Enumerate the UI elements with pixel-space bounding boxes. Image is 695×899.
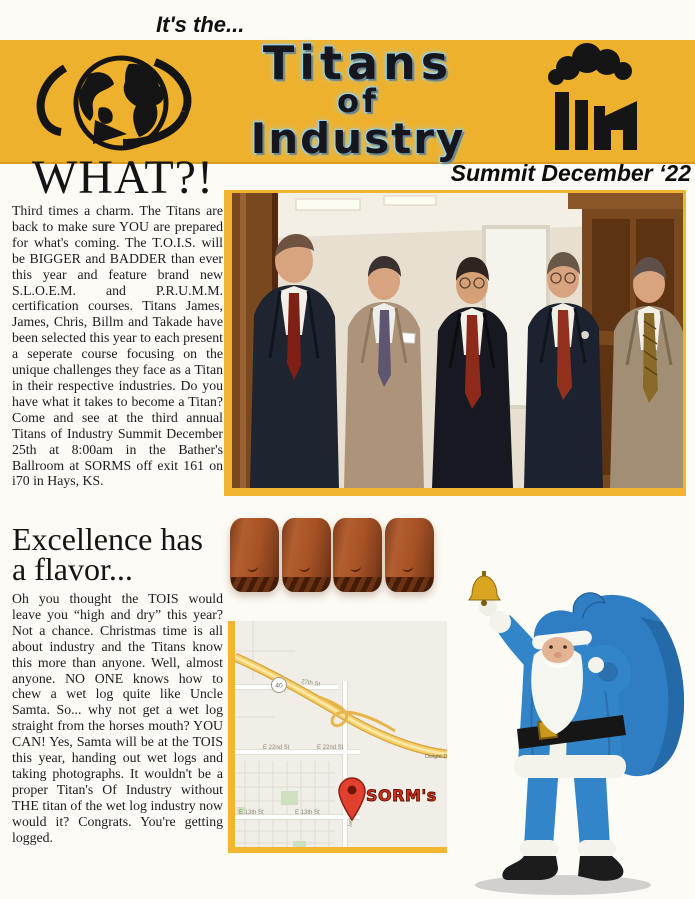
street-label-13th-b: E 13th St xyxy=(295,810,320,816)
kicker-text: It's the... xyxy=(156,12,245,37)
flavor-heading-line2: a flavor... xyxy=(12,551,133,587)
titans-of-industry-logo xyxy=(213,36,503,163)
flavor-article-body: Oh you thought the TOIS would leave you “high and dry” this year? Not a chance. Christmas time is all about industry and the Titans know this more than anyone. Well, almost anyone. NO ONE knows how to chew a wet log quite like Uncle Samta. So... why not get a wet log straight from the horses mouth? YOU CAN! Yes, Samta will be at the TOIS this year, handing out wet logs and taking photographs. It wouldn't be a proper Titan's Of Industry without THE titan of the wet log industry now would it? Congrats. You're getting logged. xyxy=(12,591,223,845)
wet-log-image-3 xyxy=(333,518,382,592)
flavor-heading-line1: Excellence has xyxy=(12,521,203,557)
factory-smoke-icon xyxy=(538,42,643,159)
logo-line-2: of xyxy=(337,82,379,120)
street-label-13th-a: E 13th St xyxy=(239,810,264,816)
gold-bell-icon xyxy=(469,571,500,606)
blue-santa-image xyxy=(438,537,690,897)
masthead-banner xyxy=(0,36,695,164)
globe-orbit-icon xyxy=(33,46,198,166)
flavor-heading xyxy=(12,521,232,587)
street-label-dwight: Dwight D xyxy=(425,754,447,760)
route-shield-label: 40 xyxy=(275,682,283,690)
group-photo xyxy=(224,190,686,496)
sorms-marker-label: SORM's xyxy=(366,786,437,805)
wet-log-image-1 xyxy=(230,518,279,592)
street-label-22nd-a: E 22nd St xyxy=(263,745,290,751)
what-article-body: Third times a charm. The Titans are back to make sure YOU are prepared for what's coming. The T.O.I.S. will be BIGGER and BADDER than ever this year and feature brand new S.L.O.E.M. and P.R.U.M.M. certification courses. Titans James, James, Chris, Billm and Takade have been selected this year to each present a seperate course focusing on the unique challenges they face as a Titan in their respective industries. Do you have what it takes to become a Titan? Come and see at the third annual Titans of Industry Summit December 25th at 8:00am in the Bather's Ballroom at SORMS off exit 161 on i70 in Hays, KS. xyxy=(12,203,223,489)
wet-log-image-4 xyxy=(385,518,434,592)
wet-log-image-2 xyxy=(282,518,331,592)
logo-line-3: Industry xyxy=(250,114,466,163)
sorms-location-map xyxy=(228,621,447,853)
logo-line-1: Titans xyxy=(262,36,454,90)
street-label-27th: 27th St xyxy=(300,679,321,688)
what-heading: WHAT?! xyxy=(32,151,214,204)
street-label-22nd-b: E 22nd St xyxy=(317,745,344,751)
summit-date-label: Summit December ‘22 xyxy=(450,160,691,186)
